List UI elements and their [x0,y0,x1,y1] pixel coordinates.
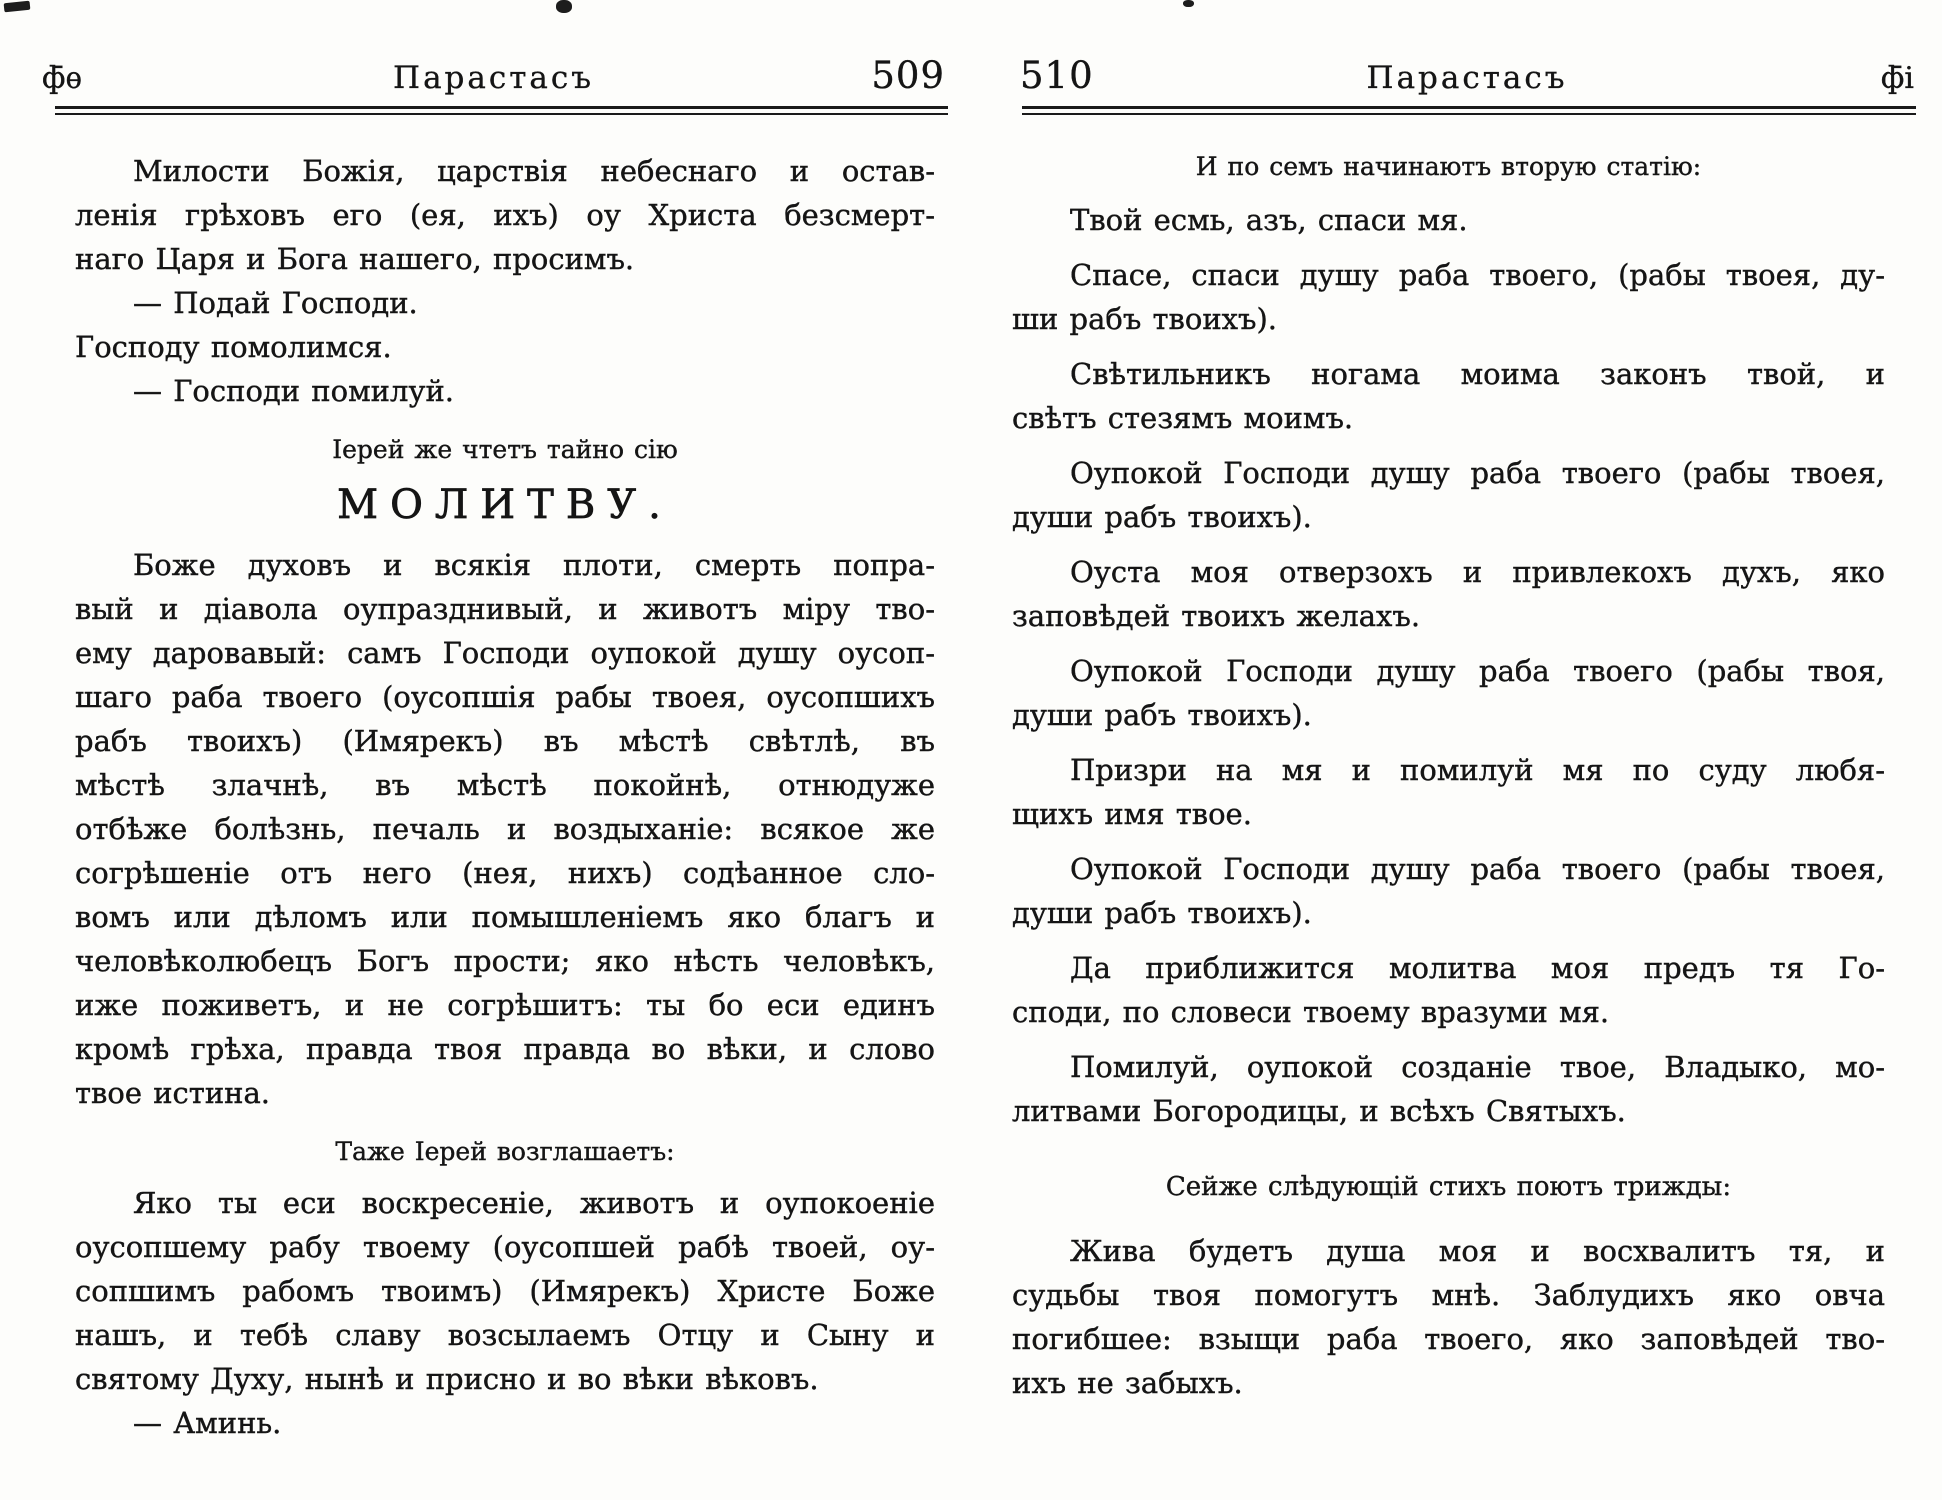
text-line: твое истина. [75,1076,270,1110]
text-line: вый и діавола оупразднивый, и животъ міру тво- [75,592,935,626]
page-header [1020,54,1914,97]
text-line: Жива будетъ душа моя и восхвалитъ тя, и [1070,1234,1885,1268]
text-line: Спасе, спаси душу раба твоего, (рабы твоея, ду- [1070,258,1885,292]
page-text [1012,147,1885,1405]
text-line: ихъ не забыхъ. [1012,1366,1243,1400]
verse-paragraph [1012,1229,1885,1405]
text-line: И по семъ начинаютъ вторую статію: [1195,152,1702,181]
text-line: кромѣ грѣха, правда твоя правда во вѣки, и слово [75,1032,935,1066]
text-line: Іерей же чтетъ тайно сію [332,435,678,464]
text-line: литвами Богородицы, и всѣхъ Святыхъ. [1012,1094,1626,1128]
verse-paragraph [1012,946,1885,1034]
verse-paragraph [1012,748,1885,836]
rubric [1012,147,1885,187]
verse-paragraph [1012,847,1885,935]
text-line: вомъ или дѣломъ или помышленіемъ яко благъ и [75,900,935,934]
paragraph [75,1181,935,1401]
running-title: Парастасъ [1366,60,1568,96]
text-line: Яко ты еси воскресеніе, животъ и оупокоеніе [133,1186,935,1220]
verse-paragraph [1012,649,1885,737]
text-line: — Аминь. [133,1406,282,1440]
text-line: ши рабъ твоихъ). [1012,302,1277,336]
paragraph [75,369,935,413]
text-line: Твой есмь, азъ, спаси мя. [1070,203,1468,237]
text-line: Милости Божія, царствія небеснаго и остав- [133,154,935,188]
text-line: ленія грѣховъ его (ея, ихъ) оу Христа безсмерт- [75,198,935,232]
text-line: — Подай Господи. [133,286,418,320]
text-line: Оуста моя отверзохъ и привлекохъ духъ, яко [1070,555,1885,589]
text-line: святому Духу, нынѣ и присно и во вѣки вѣковъ. [75,1362,819,1396]
text-line: оусопшему рабу твоему (оусопшей рабѣ твоей, оу- [75,1230,935,1264]
page-text [75,149,935,1445]
text-line: нашъ, и тебѣ славу возсылаемъ Отцу и Сыну и [75,1318,935,1352]
page-510 [971,0,1942,1500]
page-number: 509 [871,54,945,97]
page-number: 510 [1020,54,1094,97]
text-line: души рабъ твоихъ). [1012,896,1312,930]
paragraph [75,281,935,325]
text-line: мѣстѣ злачнѣ, въ мѣстѣ покойнѣ, отнюдуже [75,768,935,802]
paragraph [75,1401,935,1445]
text-line: души рабъ твоихъ). [1012,500,1312,534]
text-line: заповѣдей твоихъ желахъ. [1012,599,1421,633]
text-line: Сейже слѣдующій стихъ поютъ трижды: [1165,1172,1732,1202]
text-line: Боже духовъ и всякія плоти, смерть попра- [133,548,935,582]
text-line: свѣтъ стезямъ моимъ. [1012,401,1354,435]
paragraph [75,325,935,369]
text-line: МОЛИТВУ. [337,482,673,528]
text-line: Оупокой Господи душу раба твоего (рабы твоея, [1070,456,1885,490]
rubric [75,1132,935,1172]
text-line: согрѣшеніе отъ него (нея, нихъ) содѣанное сло- [75,856,935,890]
text-line: щихъ имя твое. [1012,797,1252,831]
text-line: иже поживетъ, и не согрѣшитъ: ты бо еси единъ [75,988,935,1022]
text-line: судьбы твоя помогутъ мнѣ. Заблудихъ яко овча [1012,1278,1885,1312]
text-line: человѣколюбецъ Богъ прости; яко нѣсть человѣкъ, [75,944,935,978]
text-line: погибшее: взыщи раба твоего, яко заповѣдей тво- [1012,1322,1885,1356]
verse-paragraph [1012,550,1885,638]
text-line: Да приближится молитва моя предъ тя Го- [1070,951,1885,985]
header-rule [1022,106,1916,115]
text-line: — Господи помилуй. [133,374,455,408]
text-line: ему даровавый: самъ Господи оупокой душу оусоп- [75,636,935,670]
page-header [42,54,945,97]
rubric [1012,1167,1885,1207]
paragraph [75,543,935,1115]
running-title: Парастасъ [393,60,594,96]
folio-numeral-slavonic: ф̄ѳ [42,61,83,96]
verse-paragraph [1012,198,1885,242]
text-line: споди, по словеси твоему вразуми мя. [1012,995,1610,1029]
text-line: Таже Іерей возглашаетъ: [335,1137,675,1166]
text-line: сопшимъ рабомъ твоимъ) (Имярекъ) Христе Боже [75,1274,935,1308]
folio-numeral-slavonic: ф̄і [1880,61,1914,96]
text-line: Господу помолимся. [75,330,392,364]
text-line: наго Царя и Бога нашего, просимъ. [75,242,635,276]
text-line: Помилуй, оупокой созданіе твое, Владыко, мо- [1070,1050,1885,1084]
text-line: Оупокой Господи душу раба твоего (рабы твоя, [1070,654,1885,688]
verse-paragraph [1012,451,1885,539]
text-line: рабъ твоихъ) (Имярекъ) въ мѣстѣ свѣтлѣ, въ [75,724,935,758]
section-title [75,479,935,531]
header-rule [55,106,948,115]
text-line: Свѣтильникъ ногама моима законъ твой, и [1070,357,1885,391]
text-line: отбѣже болѣзнь, печаль и воздыханіе: всякое же [75,812,935,846]
verse-paragraph [1012,1045,1885,1133]
text-line: шаго раба твоего (оусопшія рабы твоея, оусопшихъ [75,680,935,714]
rubric [75,430,935,470]
text-line: души рабъ твоихъ). [1012,698,1312,732]
text-line: Призри на мя и помилуй мя по суду любя- [1070,753,1885,787]
paragraph [75,149,935,281]
verse-paragraph [1012,253,1885,341]
text-line: Оупокой Господи душу раба твоего (рабы твоея, [1070,852,1885,886]
verse-paragraph [1012,352,1885,440]
